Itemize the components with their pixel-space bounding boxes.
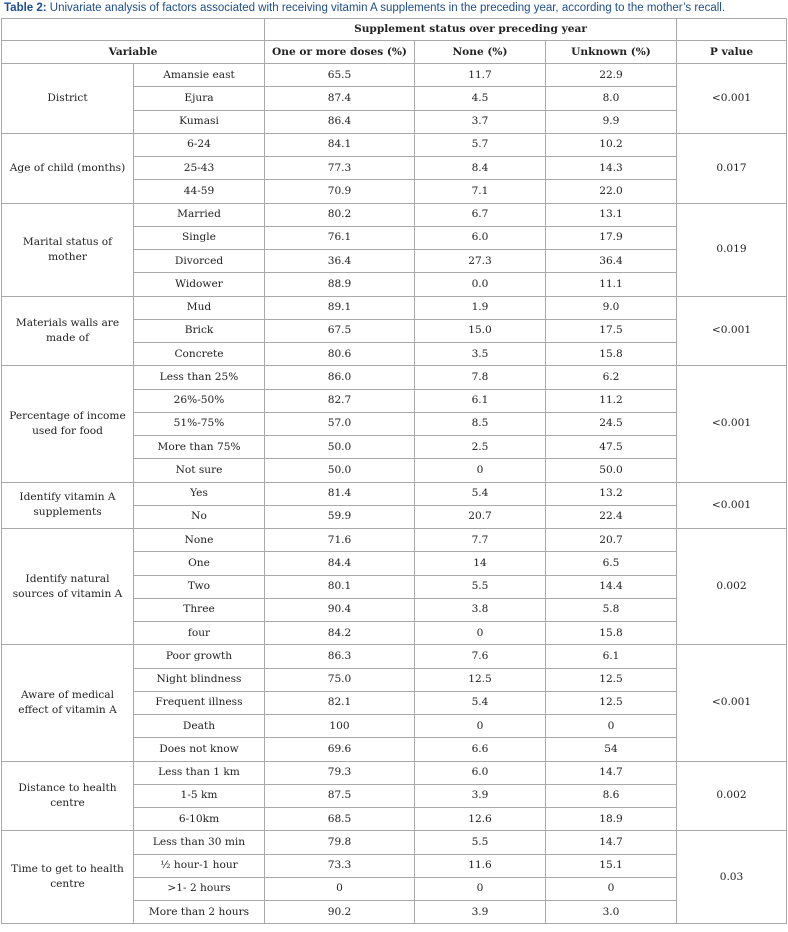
unknown-cell: 8.6 <box>546 784 677 807</box>
unknown-cell: 18.9 <box>546 808 677 831</box>
one-or-more-cell: 87.4 <box>265 87 415 110</box>
none-cell: 0 <box>415 715 546 738</box>
variable-cell: Age of child (months) <box>2 133 134 203</box>
none-cell: 15.0 <box>415 319 546 342</box>
one-or-more-cell: 76.1 <box>265 226 415 249</box>
none-cell: 8.5 <box>415 412 546 435</box>
one-or-more-cell: 89.1 <box>265 296 415 319</box>
pvalue-cell: 0.03 <box>677 831 787 924</box>
pvalue-cell: <0.001 <box>677 482 787 529</box>
one-or-more-cell: 50.0 <box>265 436 415 459</box>
none-cell: 2.5 <box>415 436 546 459</box>
one-or-more-cell: 90.4 <box>265 598 415 621</box>
level-cell: 1-5 km <box>134 784 265 807</box>
unknown-cell: 22.4 <box>546 505 677 528</box>
unknown-cell: 50.0 <box>546 459 677 482</box>
unknown-cell: 54 <box>546 738 677 761</box>
unknown-cell: 0 <box>546 877 677 900</box>
none-cell: 3.8 <box>415 598 546 621</box>
one-or-more-cell: 50.0 <box>265 459 415 482</box>
unknown-cell: 9.9 <box>546 110 677 133</box>
one-or-more-cell: 65.5 <box>265 64 415 87</box>
header-one-or-more: One or more doses (%) <box>265 41 415 64</box>
level-cell: 6-24 <box>134 133 265 156</box>
level-cell: Frequent illness <box>134 691 265 714</box>
one-or-more-cell: 84.2 <box>265 622 415 645</box>
header-variable: Variable <box>2 41 265 64</box>
level-cell: 26%-50% <box>134 389 265 412</box>
table-caption <box>0 0 788 18</box>
none-cell: 4.5 <box>415 87 546 110</box>
one-or-more-cell: 84.4 <box>265 552 415 575</box>
unknown-cell: 15.8 <box>546 343 677 366</box>
unknown-cell: 17.5 <box>546 319 677 342</box>
none-cell: 14 <box>415 552 546 575</box>
unknown-cell: 5.8 <box>546 598 677 621</box>
none-cell: 0 <box>415 622 546 645</box>
unknown-cell: 15.8 <box>546 622 677 645</box>
one-or-more-cell: 68.5 <box>265 808 415 831</box>
pvalue-cell: <0.001 <box>677 296 787 366</box>
none-cell: 3.5 <box>415 343 546 366</box>
table-body <box>2 64 787 924</box>
variable-cell: Identify vitamin A supplements <box>2 482 134 529</box>
level-cell: Widower <box>134 273 265 296</box>
header-row-columns <box>2 41 787 64</box>
pvalue-cell: <0.001 <box>677 645 787 761</box>
one-or-more-cell: 86.3 <box>265 645 415 668</box>
table-row <box>2 831 787 854</box>
unknown-cell: 15.1 <box>546 854 677 877</box>
level-cell: Brick <box>134 319 265 342</box>
none-cell: 6.1 <box>415 389 546 412</box>
none-cell: 3.9 <box>415 901 546 924</box>
none-cell: 7.6 <box>415 645 546 668</box>
variable-cell: Materials walls are made of <box>2 296 134 366</box>
none-cell: 5.4 <box>415 482 546 505</box>
caption-label: Table 2: <box>4 2 47 14</box>
one-or-more-cell: 70.9 <box>265 180 415 203</box>
pvalue-cell: <0.001 <box>677 366 787 482</box>
unknown-cell: 10.2 <box>546 133 677 156</box>
none-cell: 5.5 <box>415 831 546 854</box>
none-cell: 0 <box>415 877 546 900</box>
one-or-more-cell: 71.6 <box>265 529 415 552</box>
table-row <box>2 482 787 505</box>
none-cell: 7.1 <box>415 180 546 203</box>
level-cell: Divorced <box>134 250 265 273</box>
one-or-more-cell: 79.3 <box>265 761 415 784</box>
level-cell: 51%-75% <box>134 412 265 435</box>
level-cell: ½ hour-1 hour <box>134 854 265 877</box>
one-or-more-cell: 88.9 <box>265 273 415 296</box>
header-supplement-status: Supplement status over preceding year <box>265 19 677 41</box>
unknown-cell: 13.2 <box>546 482 677 505</box>
one-or-more-cell: 84.1 <box>265 133 415 156</box>
none-cell: 6.7 <box>415 203 546 226</box>
one-or-more-cell: 87.5 <box>265 784 415 807</box>
unknown-cell: 47.5 <box>546 436 677 459</box>
unknown-cell: 6.2 <box>546 366 677 389</box>
one-or-more-cell: 36.4 <box>265 250 415 273</box>
unknown-cell: 17.9 <box>546 226 677 249</box>
table-row <box>2 529 787 552</box>
pvalue-cell: 0.002 <box>677 761 787 831</box>
level-cell: Two <box>134 575 265 598</box>
level-cell: Concrete <box>134 343 265 366</box>
header-empty-cell <box>677 19 787 41</box>
level-cell: Single <box>134 226 265 249</box>
none-cell: 5.7 <box>415 133 546 156</box>
level-cell: Mud <box>134 296 265 319</box>
unknown-cell: 11.2 <box>546 389 677 412</box>
variable-cell: District <box>2 64 134 134</box>
unknown-cell: 24.5 <box>546 412 677 435</box>
unknown-cell: 14.3 <box>546 157 677 180</box>
unknown-cell: 12.5 <box>546 691 677 714</box>
unknown-cell: 3.0 <box>546 901 677 924</box>
level-cell: Married <box>134 203 265 226</box>
none-cell: 0 <box>415 459 546 482</box>
unknown-cell: 36.4 <box>546 250 677 273</box>
unknown-cell: 14.7 <box>546 761 677 784</box>
none-cell: 0.0 <box>415 273 546 296</box>
variable-cell: Time to get to health centre <box>2 831 134 924</box>
one-or-more-cell: 59.9 <box>265 505 415 528</box>
table-row <box>2 645 787 668</box>
level-cell: More than 75% <box>134 436 265 459</box>
level-cell: Less than 1 km <box>134 761 265 784</box>
unknown-cell: 6.5 <box>546 552 677 575</box>
header-none: None (%) <box>415 41 546 64</box>
one-or-more-cell: 80.6 <box>265 343 415 366</box>
unknown-cell: 20.7 <box>546 529 677 552</box>
pvalue-cell: <0.001 <box>677 64 787 134</box>
variable-cell: Identify natural sources of vitamin A <box>2 529 134 645</box>
none-cell: 11.7 <box>415 64 546 87</box>
unknown-cell: 9.0 <box>546 296 677 319</box>
variable-cell: Distance to health centre <box>2 761 134 831</box>
level-cell: Kumasi <box>134 110 265 133</box>
none-cell: 12.5 <box>415 668 546 691</box>
level-cell: Not sure <box>134 459 265 482</box>
header-row-group <box>2 19 787 41</box>
level-cell: four <box>134 622 265 645</box>
none-cell: 6.6 <box>415 738 546 761</box>
one-or-more-cell: 86.4 <box>265 110 415 133</box>
none-cell: 5.4 <box>415 691 546 714</box>
level-cell: 44-59 <box>134 180 265 203</box>
one-or-more-cell: 81.4 <box>265 482 415 505</box>
variable-cell: Aware of medical effect of vitamin A <box>2 645 134 761</box>
level-cell: 6-10km <box>134 808 265 831</box>
one-or-more-cell: 57.0 <box>265 412 415 435</box>
one-or-more-cell: 77.3 <box>265 157 415 180</box>
one-or-more-cell: 73.3 <box>265 854 415 877</box>
one-or-more-cell: 67.5 <box>265 319 415 342</box>
header-pvalue: P value <box>677 41 787 64</box>
none-cell: 7.8 <box>415 366 546 389</box>
none-cell: 11.6 <box>415 854 546 877</box>
none-cell: 6.0 <box>415 226 546 249</box>
one-or-more-cell: 100 <box>265 715 415 738</box>
pvalue-cell: 0.017 <box>677 133 787 203</box>
unknown-cell: 22.9 <box>546 64 677 87</box>
unknown-cell: 14.4 <box>546 575 677 598</box>
level-cell: More than 2 hours <box>134 901 265 924</box>
none-cell: 12.6 <box>415 808 546 831</box>
one-or-more-cell: 69.6 <box>265 738 415 761</box>
unknown-cell: 12.5 <box>546 668 677 691</box>
level-cell: Three <box>134 598 265 621</box>
level-cell: Poor growth <box>134 645 265 668</box>
level-cell: One <box>134 552 265 575</box>
level-cell: None <box>134 529 265 552</box>
caption-text: Univariate analysis of factors associated with receiving vitamin A supplements in the preceding year, according to the mother’s recall. <box>46 2 726 14</box>
level-cell: No <box>134 505 265 528</box>
table-row <box>2 133 787 156</box>
one-or-more-cell: 80.2 <box>265 203 415 226</box>
one-or-more-cell: 0 <box>265 877 415 900</box>
variable-cell: Marital status of mother <box>2 203 134 296</box>
pvalue-cell: 0.019 <box>677 203 787 296</box>
one-or-more-cell: 82.1 <box>265 691 415 714</box>
level-cell: >1- 2 hours <box>134 877 265 900</box>
level-cell: Death <box>134 715 265 738</box>
one-or-more-cell: 90.2 <box>265 901 415 924</box>
header-empty-cell <box>2 19 265 41</box>
data-table <box>1 18 787 924</box>
table-row <box>2 203 787 226</box>
level-cell: Less than 25% <box>134 366 265 389</box>
unknown-cell: 0 <box>546 715 677 738</box>
pvalue-cell: 0.002 <box>677 529 787 645</box>
one-or-more-cell: 75.0 <box>265 668 415 691</box>
table-row <box>2 64 787 87</box>
level-cell: Does not know <box>134 738 265 761</box>
header-unknown: Unknown (%) <box>546 41 677 64</box>
level-cell: 25-43 <box>134 157 265 180</box>
one-or-more-cell: 82.7 <box>265 389 415 412</box>
none-cell: 7.7 <box>415 529 546 552</box>
none-cell: 6.0 <box>415 761 546 784</box>
none-cell: 3.9 <box>415 784 546 807</box>
one-or-more-cell: 86.0 <box>265 366 415 389</box>
none-cell: 8.4 <box>415 157 546 180</box>
none-cell: 3.7 <box>415 110 546 133</box>
level-cell: Amansie east <box>134 64 265 87</box>
one-or-more-cell: 80.1 <box>265 575 415 598</box>
unknown-cell: 6.1 <box>546 645 677 668</box>
none-cell: 27.3 <box>415 250 546 273</box>
level-cell: Yes <box>134 482 265 505</box>
table-row <box>2 761 787 784</box>
unknown-cell: 11.1 <box>546 273 677 296</box>
variable-cell: Percentage of income used for food <box>2 366 134 482</box>
unknown-cell: 22.0 <box>546 180 677 203</box>
level-cell: Night blindness <box>134 668 265 691</box>
none-cell: 1.9 <box>415 296 546 319</box>
one-or-more-cell: 79.8 <box>265 831 415 854</box>
level-cell: Ejura <box>134 87 265 110</box>
none-cell: 5.5 <box>415 575 546 598</box>
unknown-cell: 8.0 <box>546 87 677 110</box>
none-cell: 20.7 <box>415 505 546 528</box>
unknown-cell: 14.7 <box>546 831 677 854</box>
level-cell: Less than 30 min <box>134 831 265 854</box>
table-row <box>2 366 787 389</box>
table-row <box>2 296 787 319</box>
unknown-cell: 13.1 <box>546 203 677 226</box>
